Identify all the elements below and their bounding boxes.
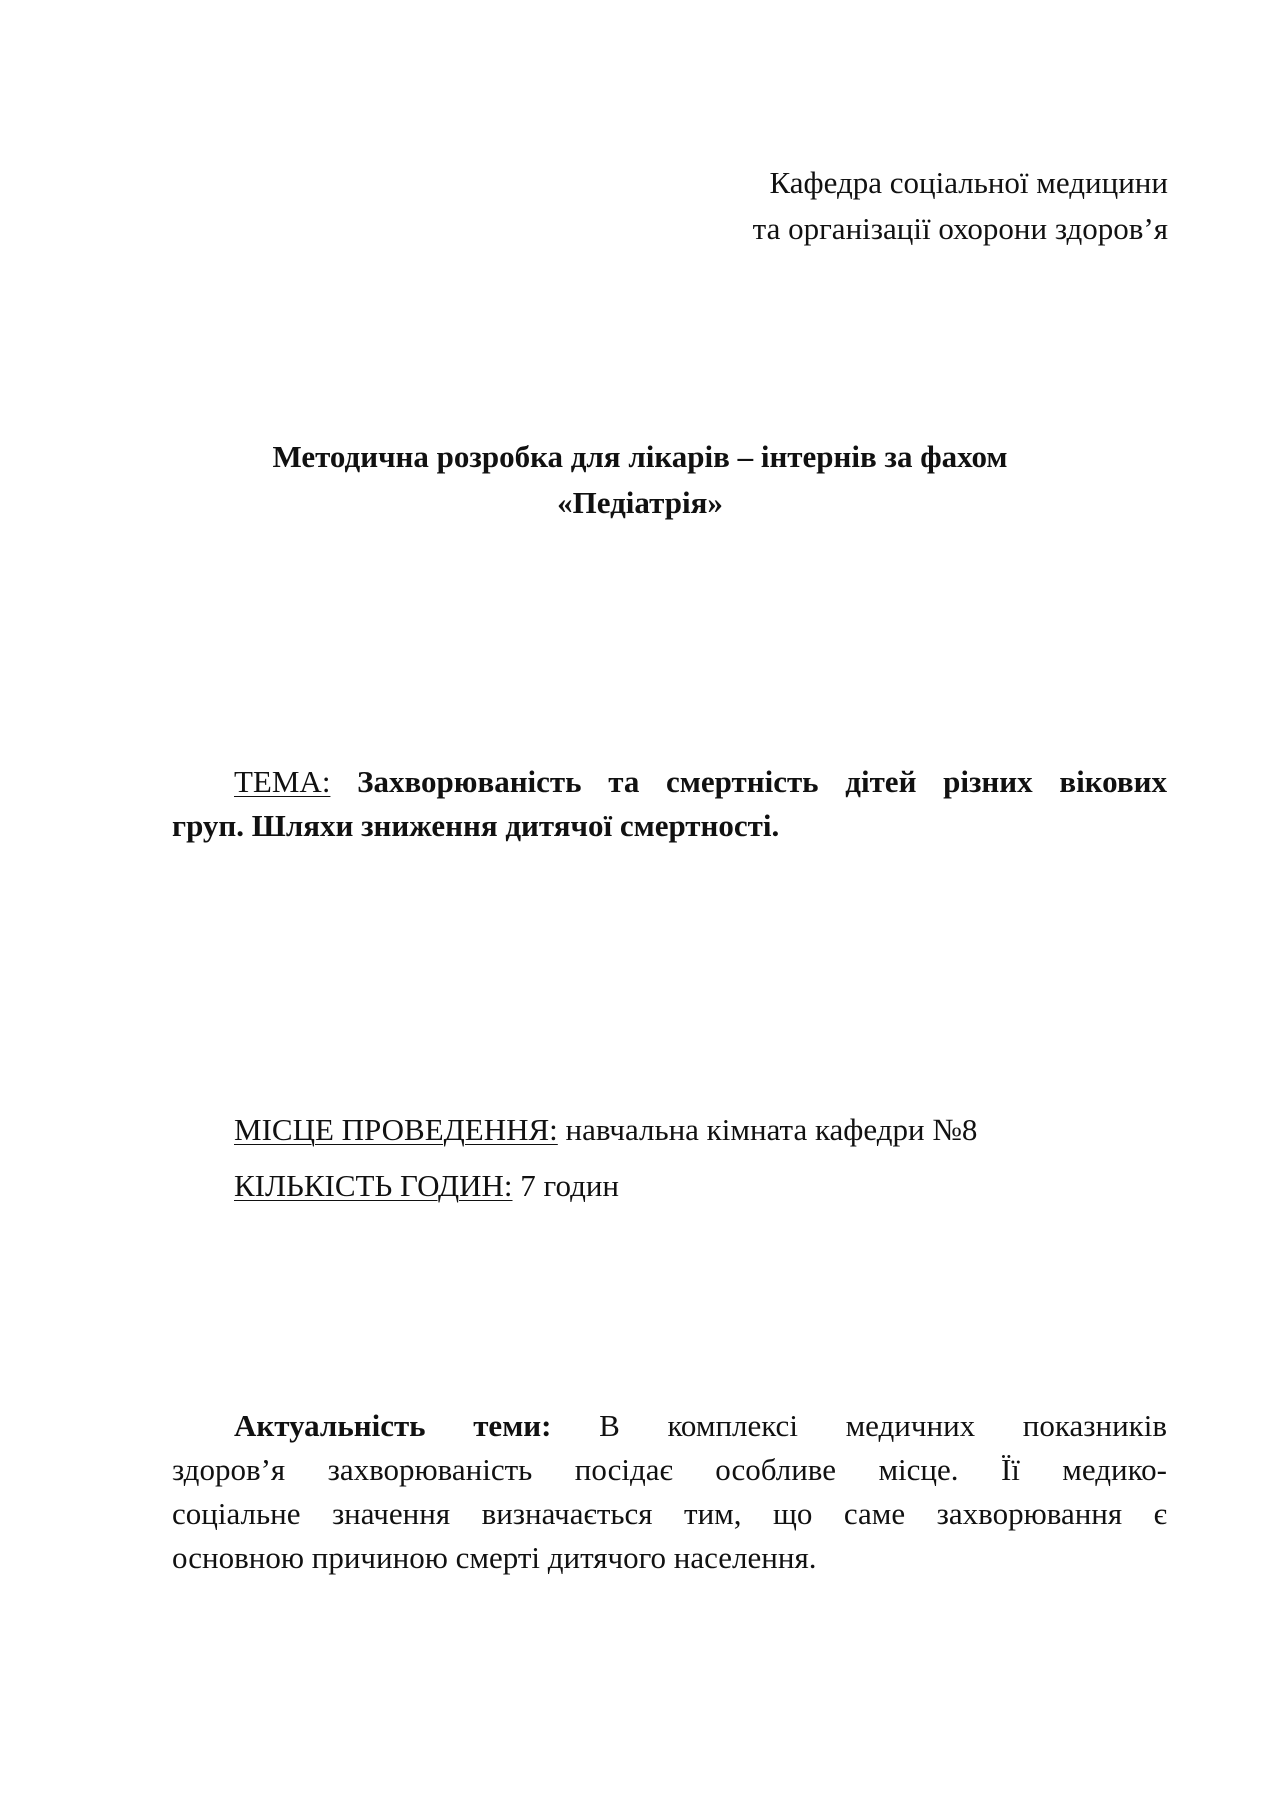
relevance-word: місце. [878,1452,959,1487]
topic-word: Захворюваність [357,764,582,799]
relevance-word: показників [1022,1408,1167,1443]
title-line-1: Методична розробка для лікарів – інтернів за фахом [272,439,1008,474]
topic-line-1 [172,760,1167,804]
relevance-word: здоров’я [172,1452,286,1487]
relevance-word: саме [843,1496,906,1531]
relevance-line-4: основною причиною смерті дитячого населення. [172,1540,817,1575]
department-block [468,160,1168,252]
relevance-word: медико- [1062,1452,1167,1487]
relevance-word: комплексі [667,1408,798,1443]
topic-block [172,760,1167,848]
place-value: навчальна кімната кафедри №8 [565,1112,978,1147]
hours-label: КІЛЬКІСТЬ ГОДИН: [234,1168,513,1203]
department-line-2: та організації охорони здоров’я [752,211,1168,246]
relevance-word: В [599,1408,620,1443]
place-label: МІСЦЕ ПРОВЕДЕННЯ: [234,1112,558,1147]
hours-row [234,1158,977,1214]
relevance-word: захворювання [936,1496,1123,1531]
relevance-line-1 [172,1404,1167,1448]
relevance-word: посідає [574,1452,673,1487]
relevance-word: тим, [684,1496,742,1531]
relevance-label-word-1: Актуальність [234,1408,426,1443]
topic-word: вікових [1059,764,1167,799]
relevance-word: визначається [481,1496,653,1531]
relevance-word: захворюваність [327,1452,533,1487]
relevance-word: Її [1000,1452,1020,1487]
relevance-line-2 [172,1448,1167,1492]
title-line-2: «Педіатрія» [557,485,723,520]
relevance-word: особливе [715,1452,837,1487]
topic-word: смертність [666,764,819,799]
info-block [234,1102,977,1214]
place-row [234,1102,977,1158]
hours-value: 7 годин [520,1168,620,1203]
relevance-word: є [1153,1496,1167,1531]
relevance-label-word-2: теми: [473,1408,552,1443]
document-title [0,434,1280,526]
relevance-line-3 [172,1492,1167,1536]
topic-word: різних [943,764,1033,799]
department-line-1: Кафедра соціальної медицини [769,165,1168,200]
topic-line-2: груп. Шляхи зниження дитячої смертності. [172,808,780,843]
topic-word: дітей [845,764,917,799]
relevance-word: значення [331,1496,451,1531]
topic-label: ТЕМА: [234,764,331,799]
relevance-word: медичних [845,1408,976,1443]
topic-word: та [608,764,640,799]
relevance-word: соціальне [172,1496,301,1531]
relevance-word: що [773,1496,813,1531]
relevance-paragraph [172,1404,1167,1580]
